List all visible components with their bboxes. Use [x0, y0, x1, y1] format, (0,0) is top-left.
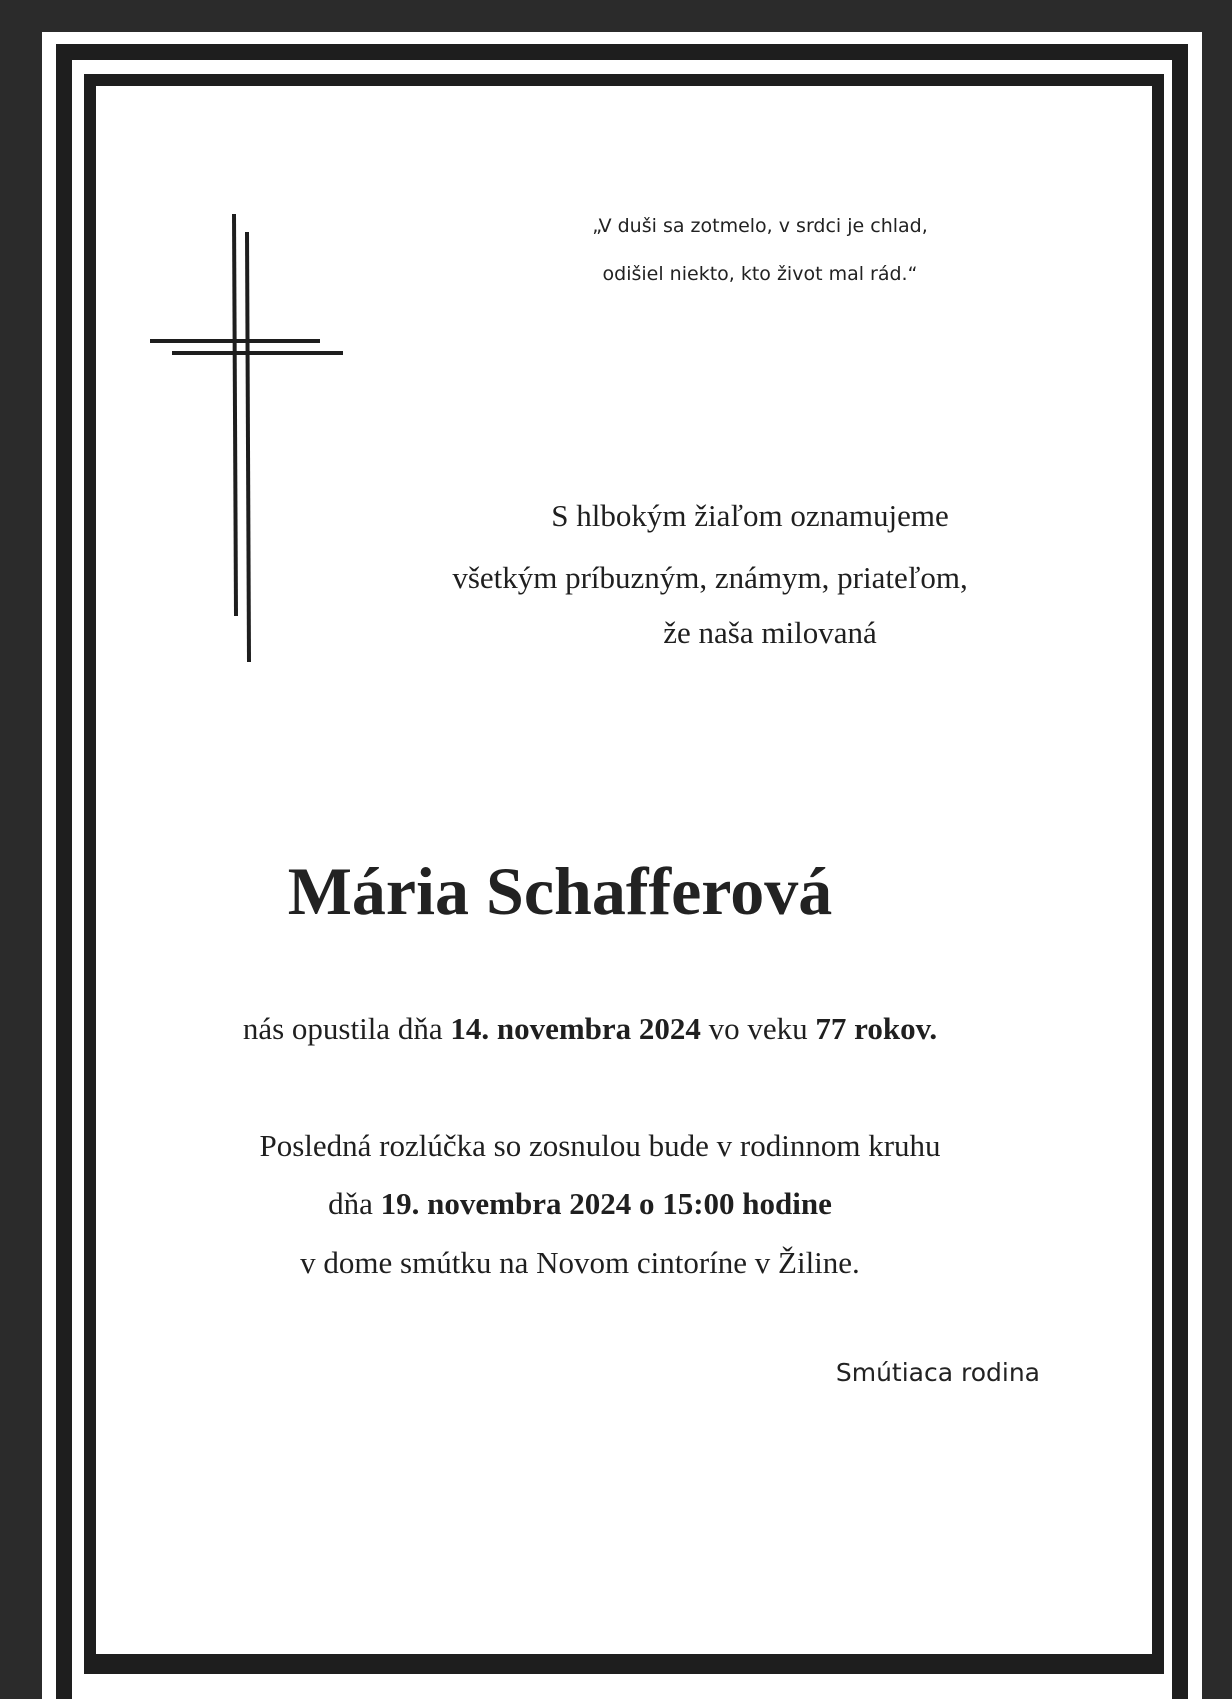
quote-line-1: „V duši sa zotmelo, v srdci je chlad,: [592, 215, 928, 237]
announcement-line-3: že naša milovaná: [663, 615, 877, 650]
deceased-name: Mária Schafferová: [287, 853, 833, 929]
announcement-line-2: všetkým príbuzným, známym, priateľom,: [452, 560, 968, 595]
signature: Smútiaca rodina: [835, 1358, 1040, 1387]
passing-prefix: nás opustila dňa: [242, 1011, 451, 1046]
farewell-line-3: v dome smútku na Novom cintoríne v Žiline.: [300, 1245, 860, 1280]
farewell-date-prefix: dňa: [328, 1186, 381, 1221]
quote-line-2: odišiel niekto, kto život mal rád.“: [602, 263, 918, 285]
passing-middle: vo veku: [700, 1011, 816, 1046]
passing-line: [180, 1011, 1000, 1047]
farewell-line-1: Posledná rozlúčka so zosnulou bude v rodinnom kruhu: [259, 1128, 941, 1163]
passing-date: 14. novembra 2024: [450, 1011, 701, 1046]
announcement-line-1: S hlbokým žiaľom oznamujeme: [551, 498, 949, 533]
passing-age: 77 rokov.: [815, 1011, 938, 1046]
cross-icon: [150, 212, 350, 672]
farewell-line-2: [250, 1186, 910, 1222]
farewell-date-time: 19. novembra 2024 o 15:00 hodine: [380, 1186, 832, 1221]
